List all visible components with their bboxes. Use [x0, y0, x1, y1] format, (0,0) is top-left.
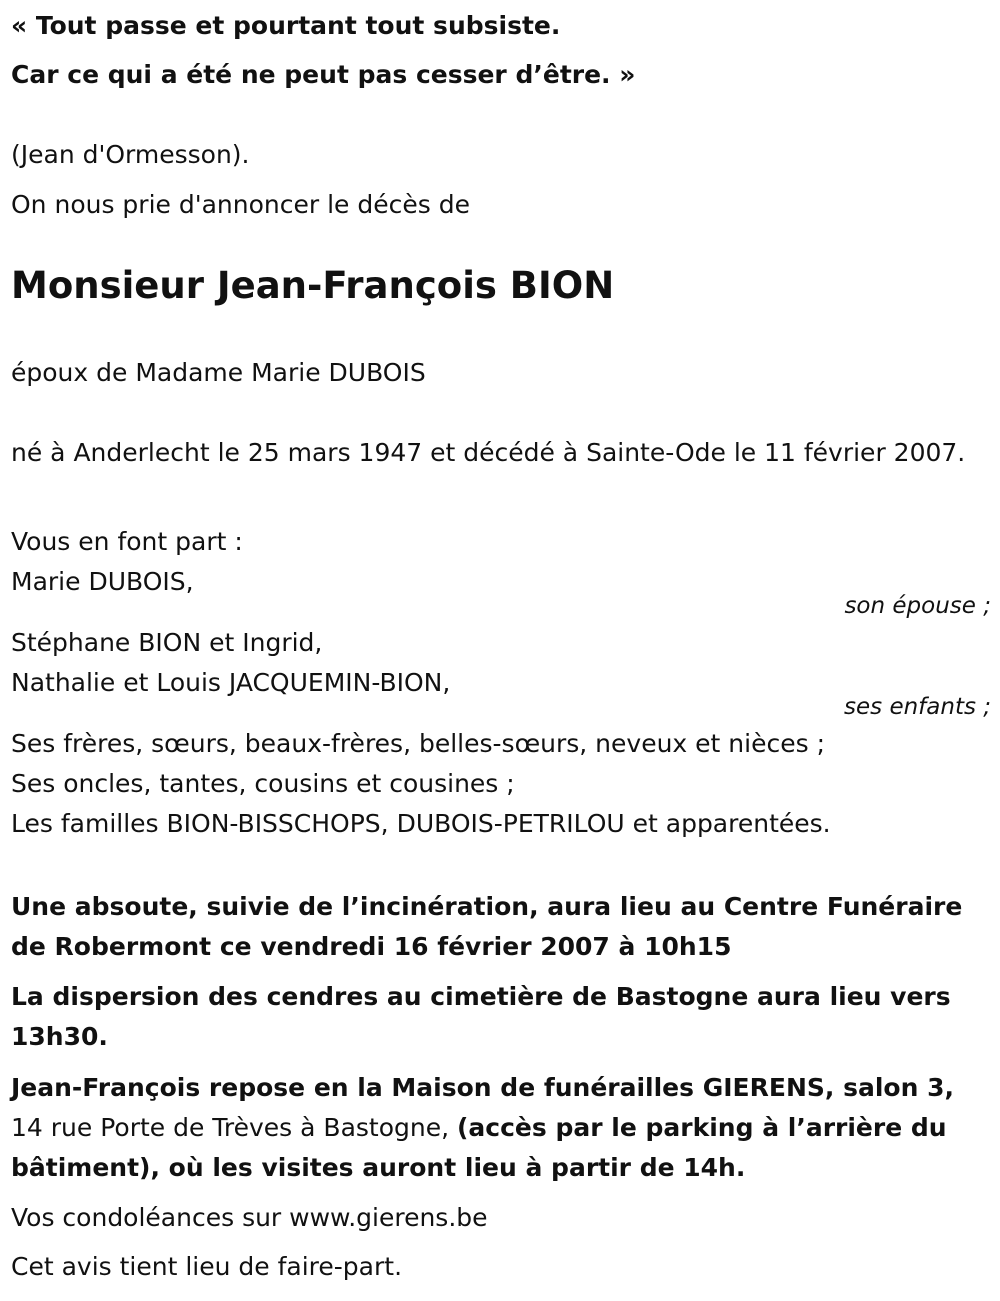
family-spouse-name: Marie DUBOIS, [11, 567, 194, 596]
repose-address: 14 rue Porte de Trèves à Bastogne, [11, 1113, 457, 1142]
dispersion-info: La dispersion des cendres au cimetière de Bastogne aura lieu vers 13h30. [11, 982, 951, 1051]
family-relatives: Ses oncles, tantes, cousins et cousines ; [11, 769, 515, 798]
birth-death-line: né à Anderlecht le 25 mars 1947 et décédé à Sainte-Ode le 11 février 2007. [11, 438, 966, 467]
family-list [11, 522, 991, 844]
family-intro: Vous en font part : [11, 527, 243, 556]
repose-location: Jean-François repose en la Maison de funérailles GIERENS, salon 3, [11, 1073, 954, 1102]
quote-line-1: « Tout passe et pourtant tout subsiste. [11, 11, 561, 40]
announcement-text: On nous prie d'annoncer le décès de [11, 190, 470, 219]
quote-author: (Jean d'Ormesson). [11, 140, 250, 169]
condolences-line: Vos condoléances sur www.gierens.be [11, 1203, 488, 1232]
quote-line-2: Car ce qui a été ne peut pas cesser d’être. » [11, 60, 636, 89]
family-children-role: ses enfants ; [844, 694, 991, 720]
family-child: Nathalie et Louis JACQUEMIN-BION, [11, 668, 451, 697]
spouse-line: époux de Madame Marie DUBOIS [11, 358, 426, 387]
family-child: Stéphane BION et Ingrid, [11, 628, 323, 657]
repose-info [11, 1068, 986, 1188]
ceremony-info: Une absoute, suivie de l’incinération, aura lieu au Centre Funéraire de Robermont ce vendredi 16 février 2007 à 10h15 [11, 892, 963, 961]
family-relatives: Ses frères, sœurs, beaux-frères, belles-sœurs, neveux et nièces ; [11, 729, 825, 758]
repose-visits: (accès par le parking à l’arrière du bâtiment), où les visites auront lieu à partir de 14h. [11, 1113, 947, 1182]
family-relatives: Les familles BION-BISSCHOPS, DUBOIS-PETRILOU et apparentées. [11, 809, 831, 838]
deceased-name: Monsieur Jean-François BION [11, 264, 615, 307]
family-spouse-role: son épouse ; [844, 593, 991, 619]
notice-line: Cet avis tient lieu de faire-part. [11, 1252, 403, 1281]
